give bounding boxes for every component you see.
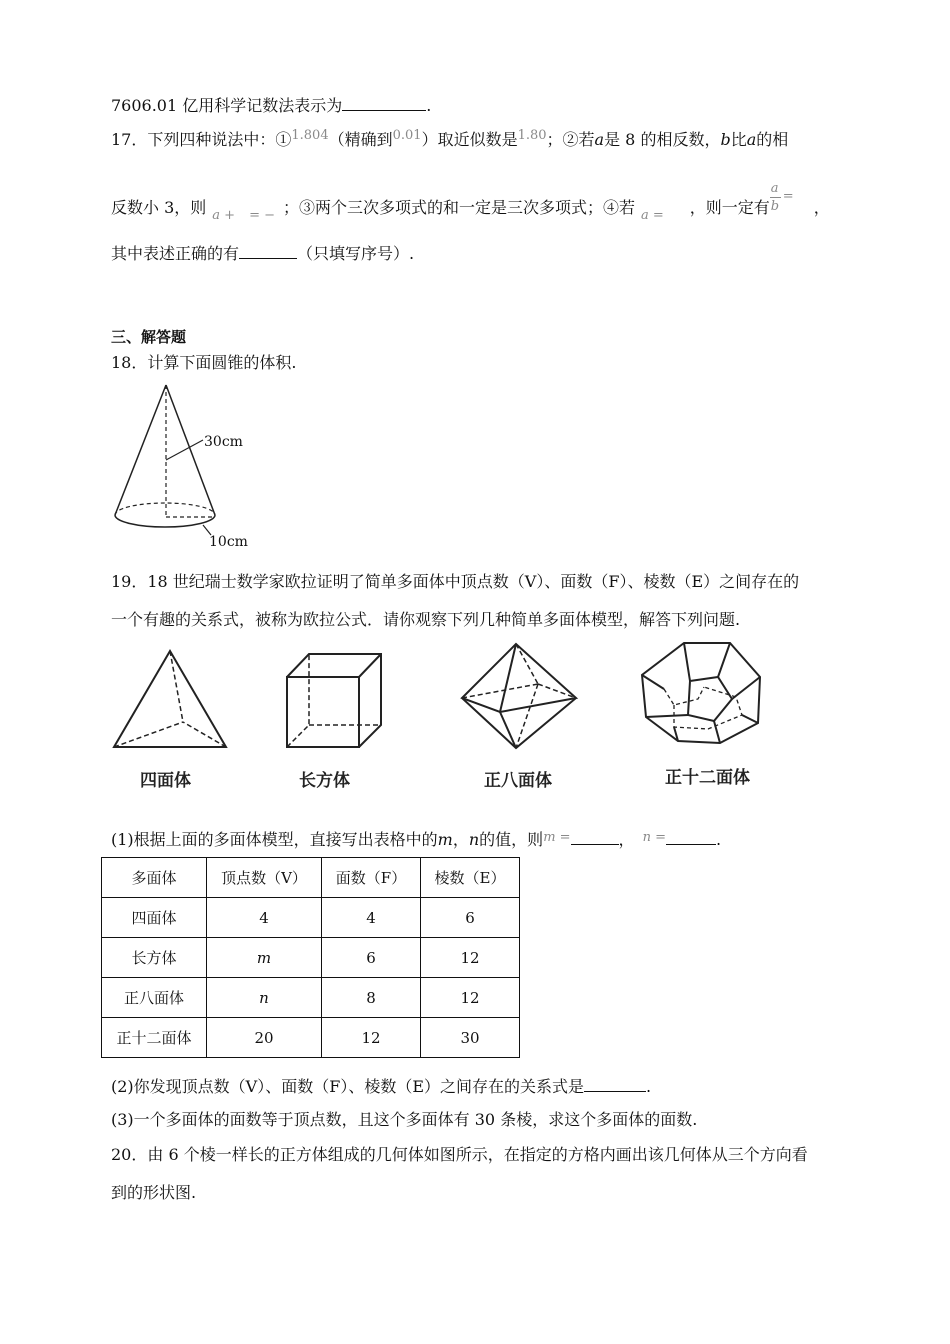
table-header: 顶点数（V） [207,858,322,898]
table-cell: 20 [207,1018,322,1058]
q18-text: 18．计算下面圆锥的体积. [111,353,297,372]
caption-tetrahedron: 四面体 [140,771,191,791]
n-equals: n = [642,830,666,845]
polyhedra-table [101,857,520,1058]
m-equals: m = [543,830,571,845]
cone-figure [105,380,265,552]
table-cell: 6 [421,898,520,938]
height-leader [166,440,203,460]
cone-base-back [115,503,215,515]
q19-part2-text: (2)你发现顶点数（V）、面数（F）、棱数（E）之间存在的关系式是 [111,1077,585,1096]
q17-line1 [111,130,788,152]
table-row [102,1018,520,1058]
q17-text: 的相 [756,130,789,149]
q17-text: 反数小 3，则 [111,198,207,217]
var-a: a [746,130,757,149]
cone-radius-label: 10cm [209,534,248,550]
q17-text: 比 [730,130,747,149]
tetra-front [114,651,226,747]
q17-text: 17．下列四种说法中：① [111,130,292,149]
q17-text: （只填写序号）. [297,244,415,263]
cone-height-label: 30cm [204,434,243,450]
q17-expr: a + [212,208,236,223]
table-cell: 正八面体 [102,978,207,1018]
table-cell: 12 [421,978,520,1018]
var-b: b [720,130,731,149]
q17-text: ， [813,198,830,217]
q17-line2 [111,181,830,223]
table-row [102,978,520,1018]
fraction [770,181,800,214]
table-cell: 4 [322,898,421,938]
fraction-denominator: b [770,199,780,214]
cuboid-figure [283,650,388,750]
table-cell: 30 [421,1018,520,1058]
table-row [102,938,520,978]
q17-value: 1.804 [291,128,329,143]
q19-part1-text: (1)根据上面的多面体模型，直接写出表格中的 [111,830,438,849]
cone-side [115,385,166,515]
q20-line1: 20．由 6 个棱一样长的正方体组成的几何体如图所示，在指定的方格内画出该几何体从三个方向看 [111,1145,808,1164]
table-header: 面数（F） [322,858,421,898]
q16-end: . [426,96,432,115]
var-n: n [468,830,480,849]
table-cell: n [207,978,322,1018]
q19-part3: (3)一个多面体的面数等于顶点数，且这个多面体有 30 条棱，求这个多面体的面数. [111,1110,698,1129]
cone-base-front [115,515,215,527]
q17-text: ；③两个三次多项式的和一定是三次多项式；④若 [282,198,635,217]
q17-text: 其中表述正确的有 [111,244,240,263]
q17-value: 1.80 [517,128,547,143]
q17-text: （精确到 [328,130,393,149]
q19-part2-blank [584,1075,646,1092]
table-cell: 长方体 [102,938,207,978]
q17-line3 [111,242,414,264]
q19-line2: 一个有趣的关系式，被称为欧拉公式．请你观察下列几种简单多面体模型，解答下列问题. [111,610,741,629]
table-cell: 6 [322,938,421,978]
q20-line2: 到的形状图. [111,1183,197,1202]
table-cell: 四面体 [102,898,207,938]
fraction-numerator: a [770,181,779,196]
q17-value: 0.01 [392,128,422,143]
table-cell: 12 [421,938,520,978]
table-header: 棱数（E） [421,858,520,898]
var-m: m [437,830,453,849]
q16-text: 7606.01 亿用科学记数法表示为 [111,96,343,115]
q19-part2 [111,1075,651,1097]
table-cell: 4 [207,898,322,938]
table-cell: 正十二面体 [102,1018,207,1058]
q17-expr: = − [249,208,275,223]
table-cell: 8 [322,978,421,1018]
q19-part1: (1)根据上面的多面体模型，直接写出表格中的m，n的值，则$^{m =}$ ， $^{n =}$ . [111,830,722,849]
caption-octahedron: 正八面体 [484,771,552,791]
q16-blank [342,94,426,111]
q17-text: ；②若 [546,130,595,149]
q17-blank [239,242,297,259]
section-title: 三、解答题 [111,328,187,346]
cone-side [166,385,215,515]
q17-text: ）取近似数是 [421,130,518,149]
q17-expr: a = [641,208,664,223]
table-cell: 12 [322,1018,421,1058]
q17-text: 是 8 的相反数， [604,130,721,149]
table-cell: m [207,938,322,978]
q19-part1-text: 的值，则 [479,830,544,849]
q16-tail [111,94,431,116]
m-blank [571,828,619,845]
caption-cuboid: 长方体 [299,771,350,791]
n-blank [666,828,716,845]
table-header: 多面体 [102,858,207,898]
fraction-equals: = [782,189,794,204]
tetrahedron-figure [108,645,233,755]
var-a: a [594,130,605,149]
q17-text: ，则一定有 [689,198,770,217]
q19-line1: 19．18 世纪瑞士数学家欧拉证明了简单多面体中顶点数（V）、面数（F）、棱数（E）之间存在的 [111,572,800,591]
octahedron-figure [458,640,583,752]
caption-dodecahedron: 正十二面体 [665,768,750,788]
dodecahedron-figure [638,637,768,749]
table-row [102,898,520,938]
q19-part2-end: . [646,1077,652,1096]
table-header-row [102,858,520,898]
